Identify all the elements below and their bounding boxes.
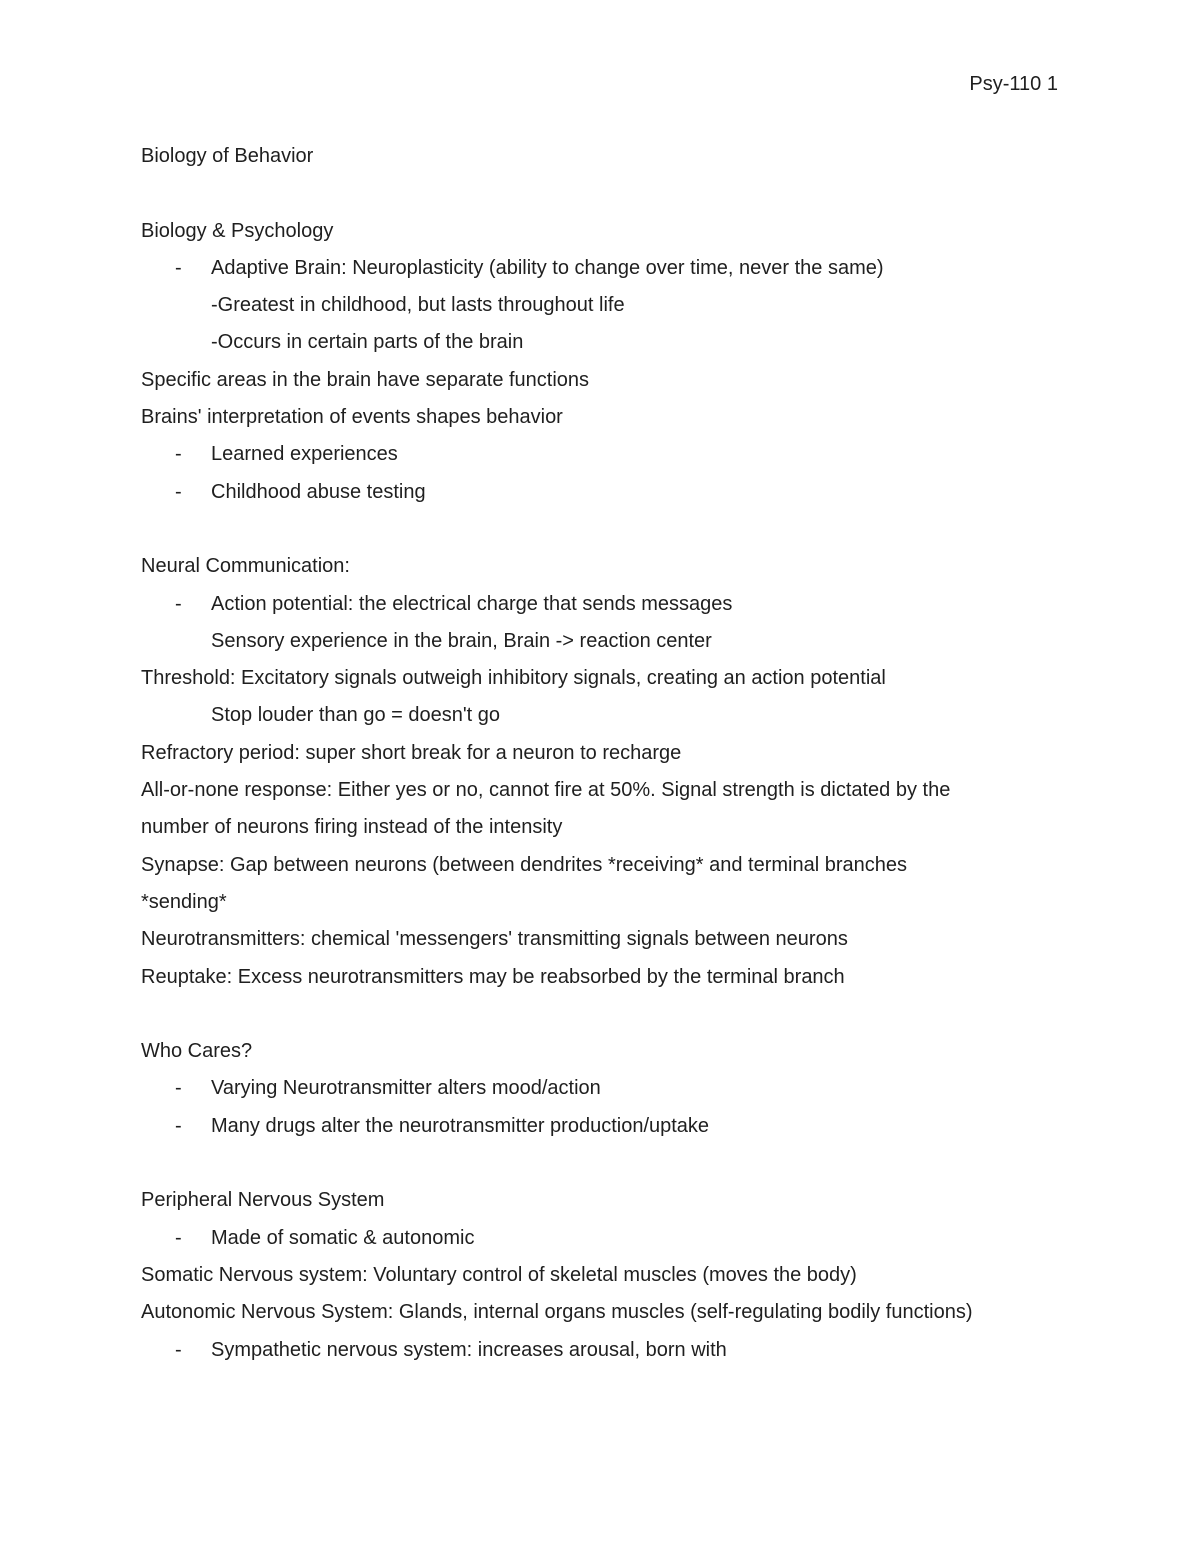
bullet-item xyxy=(141,474,1061,511)
indented-line: -Occurs in certain parts of the brain xyxy=(211,331,524,354)
bullet-dash: - xyxy=(175,1077,182,1100)
paragraph-line: Threshold: Excitatory signals outweigh inhibitory signals, creating an action potential xyxy=(141,667,886,690)
bullet-text: Made of somatic & autonomic xyxy=(211,1226,475,1249)
bullet-dash: - xyxy=(175,1226,182,1249)
paragraph-line: number of neurons firing instead of the intensity xyxy=(141,816,563,839)
section-heading: Who Cares? xyxy=(141,1040,253,1063)
blank-line xyxy=(141,511,1061,548)
blank-line xyxy=(141,1145,1061,1182)
section-heading: Biology of Behavior xyxy=(141,145,314,167)
bullet-dash: - xyxy=(175,443,182,466)
paragraph-line: Brains' interpretation of events shapes behavior xyxy=(141,406,563,429)
bullet-dash: - xyxy=(175,1114,182,1137)
paragraph-line: All-or-none response: Either yes or no, cannot fire at 50%. Signal strength is dictated by the xyxy=(141,779,951,802)
bullet-item xyxy=(141,1070,1061,1107)
bullet-item xyxy=(141,250,1061,287)
section-heading: Peripheral Nervous System xyxy=(141,1189,385,1212)
bullet-item xyxy=(141,1220,1061,1257)
page-header: Psy-110 1 xyxy=(969,73,1058,95)
document-body xyxy=(141,138,1061,1369)
paragraph-line: Neurotransmitters: chemical 'messengers' transmitting signals between neurons xyxy=(141,928,848,951)
bullet-dash: - xyxy=(175,256,182,279)
bullet-item xyxy=(141,436,1061,473)
paragraph-line: Somatic Nervous system: Voluntary control of skeletal muscles (moves the body) xyxy=(141,1263,857,1286)
bullet-text: Action potential: the electrical charge that sends messages xyxy=(211,592,733,615)
bullet-text: Learned experiences xyxy=(211,443,398,466)
paragraph-line: Synapse: Gap between neurons (between dendrites *receiving* and terminal branches xyxy=(141,853,908,876)
bullet-text: Sympathetic nervous system: increases arousal, born with xyxy=(211,1338,727,1361)
indented-line: -Greatest in childhood, but lasts throughout life xyxy=(211,294,625,317)
blank-line xyxy=(141,175,1061,212)
indented-line: Stop louder than go = doesn't go xyxy=(211,704,501,727)
bullet-item xyxy=(141,586,1061,623)
paragraph-line: *sending* xyxy=(141,890,227,913)
bullet-text: Adaptive Brain: Neuroplasticity (ability to change over time, never the same) xyxy=(211,256,884,279)
bullet-item xyxy=(141,1332,1061,1369)
paragraph-line: Refractory period: super short break for a neuron to recharge xyxy=(141,741,682,764)
bullet-dash: - xyxy=(175,480,182,503)
bullet-dash: - xyxy=(175,592,182,615)
blank-line xyxy=(141,996,1061,1033)
section-heading: Biology & Psychology xyxy=(141,219,334,242)
bullet-text: Varying Neurotransmitter alters mood/action xyxy=(211,1077,601,1100)
paragraph-line: Reuptake: Excess neurotransmitters may be reabsorbed by the terminal branch xyxy=(141,965,845,988)
paragraph-line: Autonomic Nervous System: Glands, internal organs muscles (self-regulating bodily functions) xyxy=(141,1301,973,1324)
bullet-text: Childhood abuse testing xyxy=(211,480,426,503)
bullet-item xyxy=(141,1108,1061,1145)
indented-line: Sensory experience in the brain, Brain -> reaction center xyxy=(211,629,712,652)
section-heading: Neural Communication: xyxy=(141,555,350,578)
bullet-text: Many drugs alter the neurotransmitter production/uptake xyxy=(211,1114,710,1137)
bullet-dash: - xyxy=(175,1338,182,1361)
paragraph-line: Specific areas in the brain have separate functions xyxy=(141,368,590,391)
